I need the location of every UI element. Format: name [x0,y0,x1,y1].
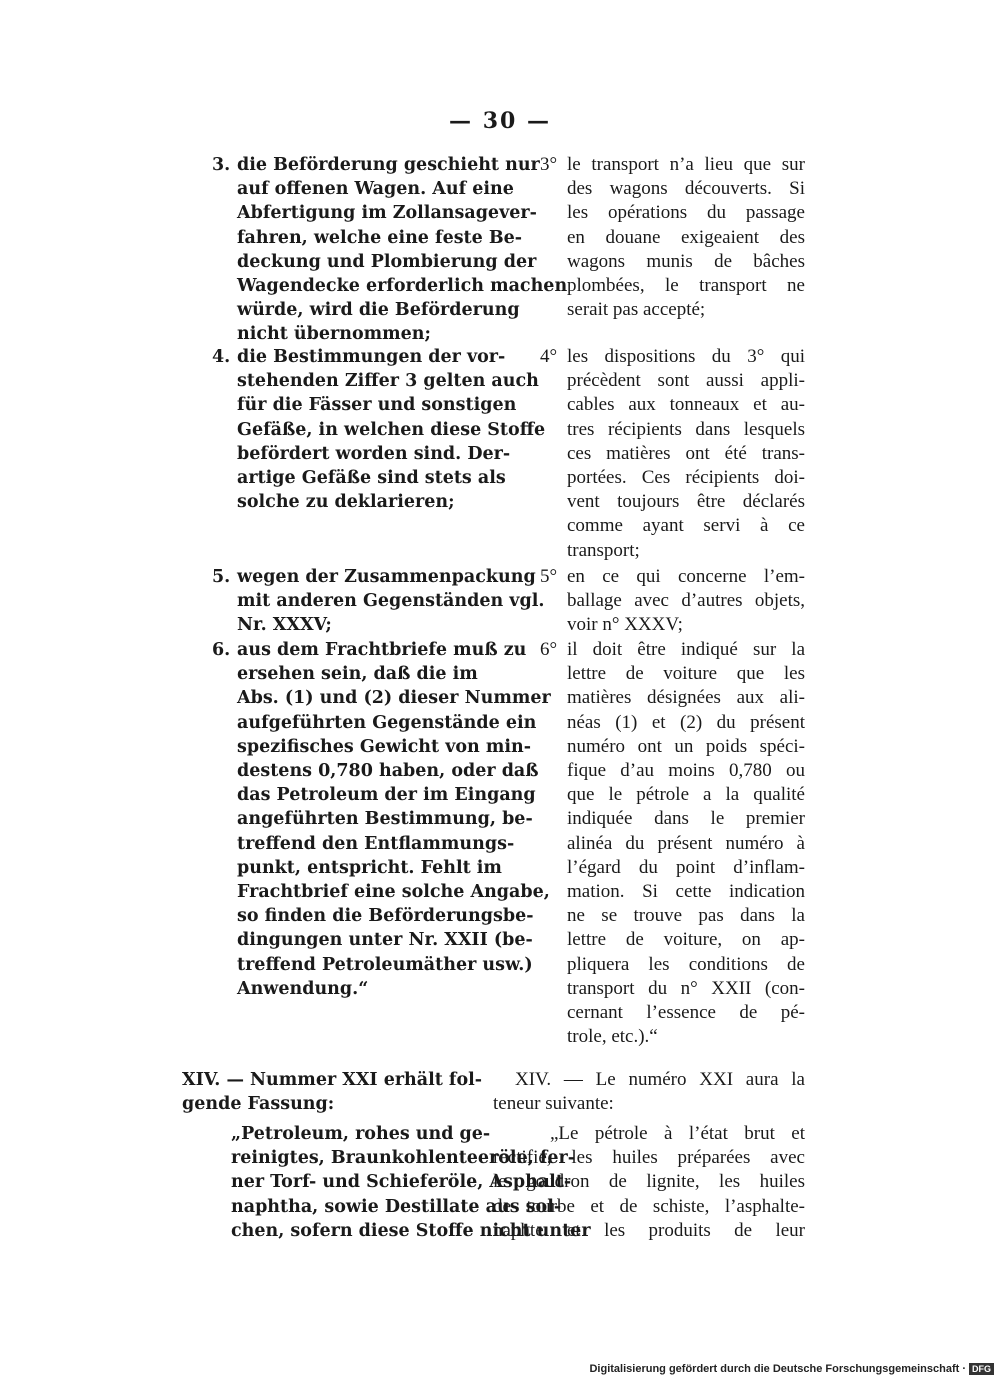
de-item-line: Abfertigung im Zollansagever- [237,203,537,224]
de-item-line: Wagendecke erforderlich machen [237,276,568,296]
de-item-line: ersehen sein, daß die im [237,664,478,685]
fr-item-line: précèdent sont aussi appli- [567,370,805,392]
de-xiv-quote: reinigtes, Braunkohlenteeröle, fer- [231,1148,576,1169]
de-item-line: Abs. (1) und (2) dieser Nummer [237,688,551,709]
fr-xiv-quote: rectifié, les huiles préparées avec [493,1147,805,1169]
fr-item-line: voir n° XXXV; [567,614,683,636]
fr-item-line: des wagons découverts. Si [567,178,805,200]
de-xiv-quote: ner Torf- und Schieferöle, Asphalt- [231,1172,572,1193]
fr-item-line: cables aux tonneaux et au- [567,394,805,416]
de-item-line: deckung und Plombierung der [237,251,537,272]
fr-item-line: mation. Si cette indication [567,881,805,902]
fr-xiv-quote: le goudron de lignite, les huiles [493,1171,805,1193]
fr-item-line: lettre de voiture que les [567,663,805,685]
de-xiv-quote: naphtha, sowie Destillate aus sol- [231,1196,562,1217]
de-item-line: treffend Petroleumäther usw.) [237,954,533,975]
fr-item-line: matières désignées aux ali- [567,687,805,709]
fr-xiv-heading: teneur suivante: [493,1093,614,1115]
fr-item-line: néas (1) et (2) du présent [567,711,805,733]
fr-item-line: le transport n’a lieu que sur [567,154,805,175]
de-xiv-heading: XIV. — Nummer XXI erhält fol- [182,1070,483,1090]
de-item-line: wegen der Zusammenpackung [237,567,536,587]
de-item-line: dingungen unter Nr. XXII (be- [237,930,533,951]
footer-text: Digitalisierung gefördert durch die Deutsche Forschungsgemeinschaft · [589,1362,966,1375]
fr-item-line: ne se trouve pas dans la [567,905,805,927]
fr-item-line: trole, etc.).“ [567,1026,658,1048]
fr-item-line: indiquée dans le premier [567,808,805,830]
fr-item-line: en ce qui concerne l’em- [567,566,805,587]
footer-credit [589,1363,994,1375]
fr-item-line: tres récipients dans lesquels [567,418,805,440]
fr-xiv-quote: naphte et les produits de leur [493,1219,805,1241]
fr-item-line: pliquera les conditions de [567,953,805,975]
de-item-line: die Beförderung geschieht nur [237,155,540,175]
de-item-line: würde, wird die Beförderung [237,300,520,321]
de-item-line: Anwendung.“ [237,978,369,999]
fr-xiv-quote: „Le pétrole à l’état brut et [550,1123,805,1144]
de-item-number: 3. [212,155,231,175]
fr-item-number: 5° [540,566,558,587]
de-item-line: spezifisches Gewicht von min- [237,736,531,757]
dfg-logo: DFG [969,1363,994,1375]
fr-item-line: il doit être indiqué sur la [567,639,805,660]
de-item-line: nicht übernommen; [237,324,431,345]
fr-xiv-heading: XIV. — Le numéro XXI aura la [515,1069,805,1090]
fr-item-line: comme ayant servi à ce [567,515,805,537]
fr-item-line: transport; [567,539,640,561]
de-item-line: die Bestimmungen der vor- [237,347,506,367]
de-item-line: fahren, welche eine feste Be- [237,227,523,248]
fr-item-line: plombées, le transport ne [567,275,805,296]
fr-item-line: serait pas accepté; [567,299,706,321]
de-item-number: 5. [212,567,231,587]
de-item-line: Nr. XXXV; [237,615,332,636]
de-item-line: treffend den Entflammungs- [237,833,515,854]
de-item-line: solche zu deklarieren; [237,492,455,513]
de-item-line: für die Fässer und sonstigen [237,395,517,416]
de-item-line: Gefäße, in welchen diese Stoffe [237,419,546,440]
fr-item-line: fique d’au moins 0,780 ou [567,760,805,781]
de-item-line: so finden die Beförderungsbe- [237,906,534,927]
page-number: — 30 — [449,108,551,134]
de-xiv-quote: „Petroleum, rohes und ge- [231,1124,491,1144]
fr-item-line: que le pétrole a la qualité [567,784,805,806]
de-item-number: 6. [212,640,231,660]
de-item-line: aus dem Frachtbriefe muß zu [237,640,527,660]
de-item-line: artige Gefäße sind stets als [237,468,506,488]
fr-item-line: en douane exigeaient des [567,226,805,248]
de-xiv-quote: chen, sofern diese Stoffe nicht unter [231,1220,591,1241]
de-item-line: auf offenen Wagen. Auf eine [237,179,514,200]
fr-item-line: ces matières ont été trans- [567,442,805,464]
de-item-line: mit anderen Gegenständen vgl. [237,591,545,612]
fr-item-line: wagons munis de bâches [567,250,805,272]
de-xiv-heading: gende Fassung: [182,1094,335,1115]
de-item-line: destens 0,780 haben, oder daß [237,761,539,781]
fr-item-line: portées. Ces récipients doi- [567,467,805,488]
fr-item-number: 4° [540,346,558,367]
fr-item-line: numéro ont un poids spéci- [567,735,805,757]
fr-item-line: les dispositions du 3° qui [567,346,805,367]
fr-item-line: transport du n° XXII (con- [567,977,805,999]
fr-item-line: cernant l’essence de pé- [567,1002,805,1023]
fr-xiv-quote: de tourbe et de schiste, l’asphalte- [493,1195,805,1217]
de-item-line: Frachtbrief eine solche Angabe, [237,882,550,902]
fr-item-line: les opérations du passage [567,202,805,224]
fr-item-number: 6° [540,639,558,660]
fr-item-line: vent toujours être déclarés [567,491,805,513]
fr-item-line: alinéa du présent numéro à [567,832,805,854]
de-item-number: 4. [212,347,231,367]
de-item-line: das Petroleum der im Eingang [237,785,536,806]
de-item-line: aufgeführten Gegenstände ein [237,712,537,733]
fr-item-number: 3° [540,154,558,175]
fr-item-line: ballage avec d’autres objets, [567,590,805,612]
fr-item-line: lettre de voiture, on ap- [567,929,805,951]
fr-item-line: l’égard du point d’inflam- [567,856,805,878]
de-item-line: angeführten Bestimmung, be- [237,809,533,830]
de-item-line: befördert worden sind. Der- [237,443,511,464]
de-item-line: punkt, entspricht. Fehlt im [237,857,502,878]
de-item-line: stehenden Ziffer 3 gelten auch [237,371,539,392]
